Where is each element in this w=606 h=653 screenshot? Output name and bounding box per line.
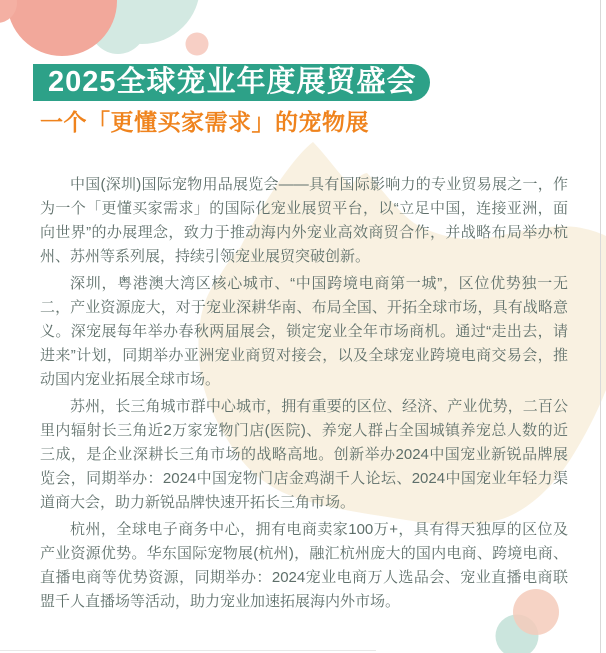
paragraph-hangzhou: 杭州，全球电子商务中心，拥有电商卖家100万+，具有得天独厚的区位及产业资源优势。华东国际宠物展(杭州)，融汇杭州庞大的国内电商、跨境电商、直播电商等优势资源，同期举办：2024宠业电商万人选品会、宠业直播电商联盟千人直播场等活动，助力宠业加速拓展海内外市场。 <box>40 521 568 610</box>
title-banner <box>33 64 430 101</box>
page-right-border <box>600 0 601 653</box>
small-pink-circle <box>186 33 209 56</box>
page-subtitle: 一个「更懂买家需求」的宠物展 <box>40 109 369 135</box>
body-text <box>40 173 568 617</box>
page-bottom-border <box>0 650 376 651</box>
banner-title: 2025全球宠业年度展贸盛会 <box>48 66 417 98</box>
paragraph-intro: 中国(深圳)国际宠物用品展览会——具有国际影响力的专业贸易展之一，作为一个「更懂买家需求」的国际化宠业展贸平台，以“立足中国，连接亚洲，面向世界”的办展理念，致力于推动海内外宠业高效商贸合作，并战略布局举办杭州、苏州等系列展，持续引领宠业展贸突破创新。 <box>40 176 568 265</box>
paragraph-shenzhen: 深圳，粤港澳大湾区核心城市、“中国跨境电商第一城”，区位优势独一无二，产业资源庞大，对于宠业深耕华南、布局全国、开拓全球市场，具有战略意义。深宠展每年举办春秋两届展会，锁定宠业全年市场商机。通过“走出去，请进来”计划，同期举办亚洲宠业商贸对接会，以及全球宠业跨境电商交易会，推动国内宠业拓展全球市场。 <box>40 275 568 388</box>
paragraph-suzhou: 苏州，长三角城市群中心城市，拥有重要的区位、经济、产业优势，二百公里内辐射长三角近2万家宠物门店(医院)、养宠人群占全国城镇养宠总人数的近三成，是企业深耕长三角市场的战略高地。创新举办2024中国宠业新锐品牌展览会，同期举办：2024中国宠物门店金鸡湖千人论坛、2024中国宠业年轻力渠道商大会，助力新锐品牌快速开拓长三角市场。 <box>40 398 568 511</box>
